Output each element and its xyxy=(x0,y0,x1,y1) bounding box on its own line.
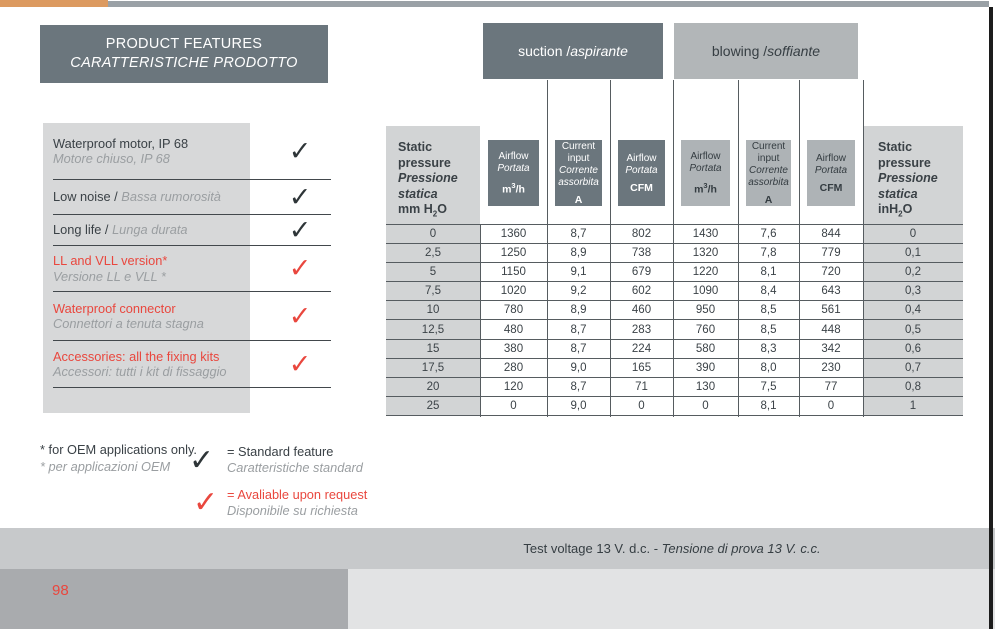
feature-label-en: Waterproof connector xyxy=(53,300,176,316)
feature-label-en: LL and VLL version* xyxy=(53,253,168,268)
table-cell: 283 xyxy=(610,320,673,339)
standard-check-icon: ✓ xyxy=(288,214,312,245)
table-cell: 0 xyxy=(480,397,547,416)
features-list xyxy=(53,123,331,388)
table-cell: 0 xyxy=(386,224,480,243)
feature-row xyxy=(53,215,331,246)
table-cell: 720 xyxy=(799,262,863,281)
static-en1: Static xyxy=(398,140,433,154)
table-cell: 0 xyxy=(863,224,963,243)
table-cell: 0,6 xyxy=(863,339,963,358)
feature-label-it: Bassa rumorosità xyxy=(121,189,221,205)
table-cell: 780 xyxy=(480,301,547,320)
page-title xyxy=(40,25,328,83)
table-cell: 17,5 xyxy=(386,358,480,377)
feature-label-it: Motore chiuso, IP 68 xyxy=(53,151,170,166)
table-cell: 1360 xyxy=(480,224,547,243)
static-it2: statica xyxy=(398,186,438,201)
table-cell: 602 xyxy=(610,282,673,301)
table-cell: 10 xyxy=(386,301,480,320)
table-cell: 130 xyxy=(673,378,738,397)
feature-label-en: Long life / xyxy=(53,222,113,238)
table-row xyxy=(386,358,963,377)
table-row xyxy=(386,282,963,301)
col-airflow-cfm-blowing: Airflow Portata CFM xyxy=(799,126,863,224)
page-title-en: PRODUCT FEATURES xyxy=(105,36,263,52)
table-cell: 15 xyxy=(386,339,480,358)
blowing-header xyxy=(674,23,858,79)
feature-label xyxy=(53,301,269,332)
test-voltage-en: Test voltage 13 V. d.c. - xyxy=(523,541,662,556)
col-current-blowing: Current input Corrente assorbita A xyxy=(738,126,799,224)
table-row xyxy=(386,339,963,358)
table-row xyxy=(386,262,963,281)
table-cell: 1150 xyxy=(480,262,547,281)
feature-label-it: Accessori: tutti i kit di fissaggio xyxy=(53,364,227,379)
feature-row xyxy=(53,246,331,292)
col-current-suction: Current input Corrente assorbita A xyxy=(547,126,610,224)
table-cell: 8,7 xyxy=(547,339,610,358)
request-check-icon: ✓ xyxy=(288,300,312,331)
table-cell: 8,5 xyxy=(738,320,799,339)
unit-mmh2o: mm $H_2O$ xyxy=(398,202,447,219)
table-cell: 0 xyxy=(799,397,863,416)
table-cell: 844 xyxy=(799,224,863,243)
table-row xyxy=(386,224,963,243)
col-static-pressure-in: Static pressure Pressione statica inH$_2$O xyxy=(863,126,963,224)
table-cell: 8,4 xyxy=(738,282,799,301)
table-cell: 738 xyxy=(610,243,673,262)
oem-footnote-it: * per applicazioni OEM xyxy=(40,459,171,474)
page-right-edge xyxy=(989,7,993,629)
request-legend xyxy=(227,487,367,519)
table-cell: 802 xyxy=(610,224,673,243)
table-cell: 71 xyxy=(610,378,673,397)
suction-label-it: aspirante xyxy=(570,43,628,59)
table-cell: 230 xyxy=(799,358,863,377)
table-cell: 760 xyxy=(673,320,738,339)
table-cell: 448 xyxy=(799,320,863,339)
table-cell: 8,1 xyxy=(738,262,799,281)
table-row xyxy=(386,243,963,262)
table-cell: 0,2 xyxy=(863,262,963,281)
col-airflow-cfm-suction: Airflow Portata CFM xyxy=(610,126,673,224)
request-check-icon: ✓ xyxy=(288,348,312,379)
table-cell: 1220 xyxy=(673,262,738,281)
table-cell: 8,9 xyxy=(547,301,610,320)
table-cell: 480 xyxy=(480,320,547,339)
table-divider xyxy=(863,80,864,417)
table-divider xyxy=(673,80,674,417)
table-cell: 342 xyxy=(799,339,863,358)
standard-legend-it: Caratteristiche standard xyxy=(227,460,363,475)
top-accent-bar-gray xyxy=(108,1,989,7)
table-cell: 9,0 xyxy=(547,397,610,416)
table-cell: 2,5 xyxy=(386,243,480,262)
feature-label-it: Lunga durata xyxy=(112,222,188,238)
unit-m3h: $m^3/h$ xyxy=(502,180,525,196)
feature-label-it: Versione LL e VLL * xyxy=(53,268,166,284)
table-row xyxy=(386,397,963,416)
table-cell: 20 xyxy=(386,378,480,397)
standard-check-icon: ✓ xyxy=(288,181,312,212)
table-cell: 280 xyxy=(480,358,547,377)
table-cell: 8,1 xyxy=(738,397,799,416)
table-cell: 643 xyxy=(799,282,863,301)
suction-header xyxy=(483,23,663,79)
table-divider xyxy=(799,80,800,417)
table-cell: 0,3 xyxy=(863,282,963,301)
unit-m3h: $m^3/h$ xyxy=(694,180,717,196)
table-divider xyxy=(480,225,481,417)
table-cell: 9,0 xyxy=(547,358,610,377)
unit-inh2o: inH$_2$O xyxy=(878,202,913,219)
table-cell: 8,7 xyxy=(547,320,610,339)
feature-label-it: Connettori a tenuta stagna xyxy=(53,316,204,331)
unit-ampere: A xyxy=(764,193,773,206)
table-cell: 8,9 xyxy=(547,243,610,262)
table-cell: 0,8 xyxy=(863,378,963,397)
suction-label-en: suction / xyxy=(518,43,571,59)
table-cell: 8,7 xyxy=(547,378,610,397)
unit-ampere: A xyxy=(574,193,583,206)
test-voltage-note xyxy=(349,528,995,569)
feature-row xyxy=(53,292,331,341)
table-cell: 8,0 xyxy=(738,358,799,377)
table-cell: 9,1 xyxy=(547,262,610,281)
request-check-icon: ✓ xyxy=(288,253,312,283)
feature-row xyxy=(53,341,331,388)
table-cell: 0 xyxy=(673,397,738,416)
table-cell: 1090 xyxy=(673,282,738,301)
table-cell: 25 xyxy=(386,397,480,416)
table-divider xyxy=(547,80,548,417)
blowing-label-it: soffiante xyxy=(767,43,821,59)
col-airflow-m3h-suction: Airflow Portata $m^3/h$ xyxy=(480,126,547,224)
table-row xyxy=(386,378,963,397)
table-cell: 8,3 xyxy=(738,339,799,358)
table-cell: 224 xyxy=(610,339,673,358)
standard-legend xyxy=(227,444,363,476)
table-cell: 1020 xyxy=(480,282,547,301)
blowing-label-en: blowing / xyxy=(711,43,768,59)
feature-label xyxy=(53,189,269,205)
table-cell: 0,1 xyxy=(863,243,963,262)
table-cell: 9,2 xyxy=(547,282,610,301)
table-divider xyxy=(738,80,739,417)
static-it1: Pressione xyxy=(398,171,458,185)
unit-cfm: CFM xyxy=(630,181,653,194)
performance-table xyxy=(386,126,963,416)
table-cell: 0,7 xyxy=(863,358,963,377)
top-accent-bar-orange xyxy=(0,0,108,7)
static-en2: pressure xyxy=(398,155,451,170)
table-cell: 7,5 xyxy=(738,378,799,397)
feature-label xyxy=(53,349,269,380)
request-check-icon: ✓ xyxy=(193,486,219,519)
table-cell: 8,5 xyxy=(738,301,799,320)
table-row xyxy=(386,320,963,339)
feature-row xyxy=(53,180,331,215)
table-cell: 1250 xyxy=(480,243,547,262)
table-cell: 950 xyxy=(673,301,738,320)
oem-footnote-en: * for OEM applications only. xyxy=(40,442,197,457)
table-cell: 77 xyxy=(799,378,863,397)
standard-check-icon: ✓ xyxy=(189,444,215,477)
test-voltage-bar xyxy=(0,528,995,569)
table-cell: 8,7 xyxy=(547,224,610,243)
oem-footnote xyxy=(40,441,197,475)
table-cell: 7,5 xyxy=(386,282,480,301)
test-voltage-it: Tensione di prova 13 V. c.c. xyxy=(661,541,821,556)
table-header-row xyxy=(386,126,963,224)
table-cell: 1430 xyxy=(673,224,738,243)
table-cell: 679 xyxy=(610,262,673,281)
page-number: 98 xyxy=(52,582,69,599)
table-cell: 7,6 xyxy=(738,224,799,243)
table-row xyxy=(386,301,963,320)
feature-label-en: Waterproof motor, IP 68 xyxy=(53,135,189,151)
standard-legend-en: = Standard feature xyxy=(227,444,334,459)
page-title-it: CARATTERISTICHE PRODOTTO xyxy=(70,55,298,71)
feature-label-en: Low noise / xyxy=(53,189,122,205)
table-cell: 12,5 xyxy=(386,320,480,339)
table-cell: 120 xyxy=(480,378,547,397)
table-cell: 390 xyxy=(673,358,738,377)
table-cell: 561 xyxy=(799,301,863,320)
table-cell: 0,4 xyxy=(863,301,963,320)
table-cell: 1 xyxy=(863,397,963,416)
table-cell: 0 xyxy=(610,397,673,416)
feature-label-en: Accessories: all the fixing kits xyxy=(53,348,220,364)
footer-right-band xyxy=(348,569,995,629)
table-divider xyxy=(610,80,611,417)
table-cell: 580 xyxy=(673,339,738,358)
standard-check-icon: ✓ xyxy=(288,135,312,166)
table-cell: 779 xyxy=(799,243,863,262)
unit-cfm: CFM xyxy=(819,181,843,194)
table-cell: 165 xyxy=(610,358,673,377)
table-cell: 0,5 xyxy=(863,320,963,339)
feature-label xyxy=(53,136,269,167)
table-cell: 1320 xyxy=(673,243,738,262)
request-legend-en: = Avaliable upon request xyxy=(227,487,368,502)
feature-row xyxy=(53,123,331,180)
table-cell: 380 xyxy=(480,339,547,358)
table-cell: 7,8 xyxy=(738,243,799,262)
feature-label xyxy=(53,222,269,238)
table-cell: 460 xyxy=(610,301,673,320)
col-static-pressure-mm xyxy=(386,126,480,224)
request-legend-it: Disponibile su richiesta xyxy=(227,503,358,518)
footer-left-band xyxy=(0,569,348,629)
col-airflow-m3h-blowing: Airflow Portata $m^3/h$ xyxy=(673,126,738,224)
feature-label xyxy=(53,253,269,284)
table-cell: 5 xyxy=(386,262,480,281)
